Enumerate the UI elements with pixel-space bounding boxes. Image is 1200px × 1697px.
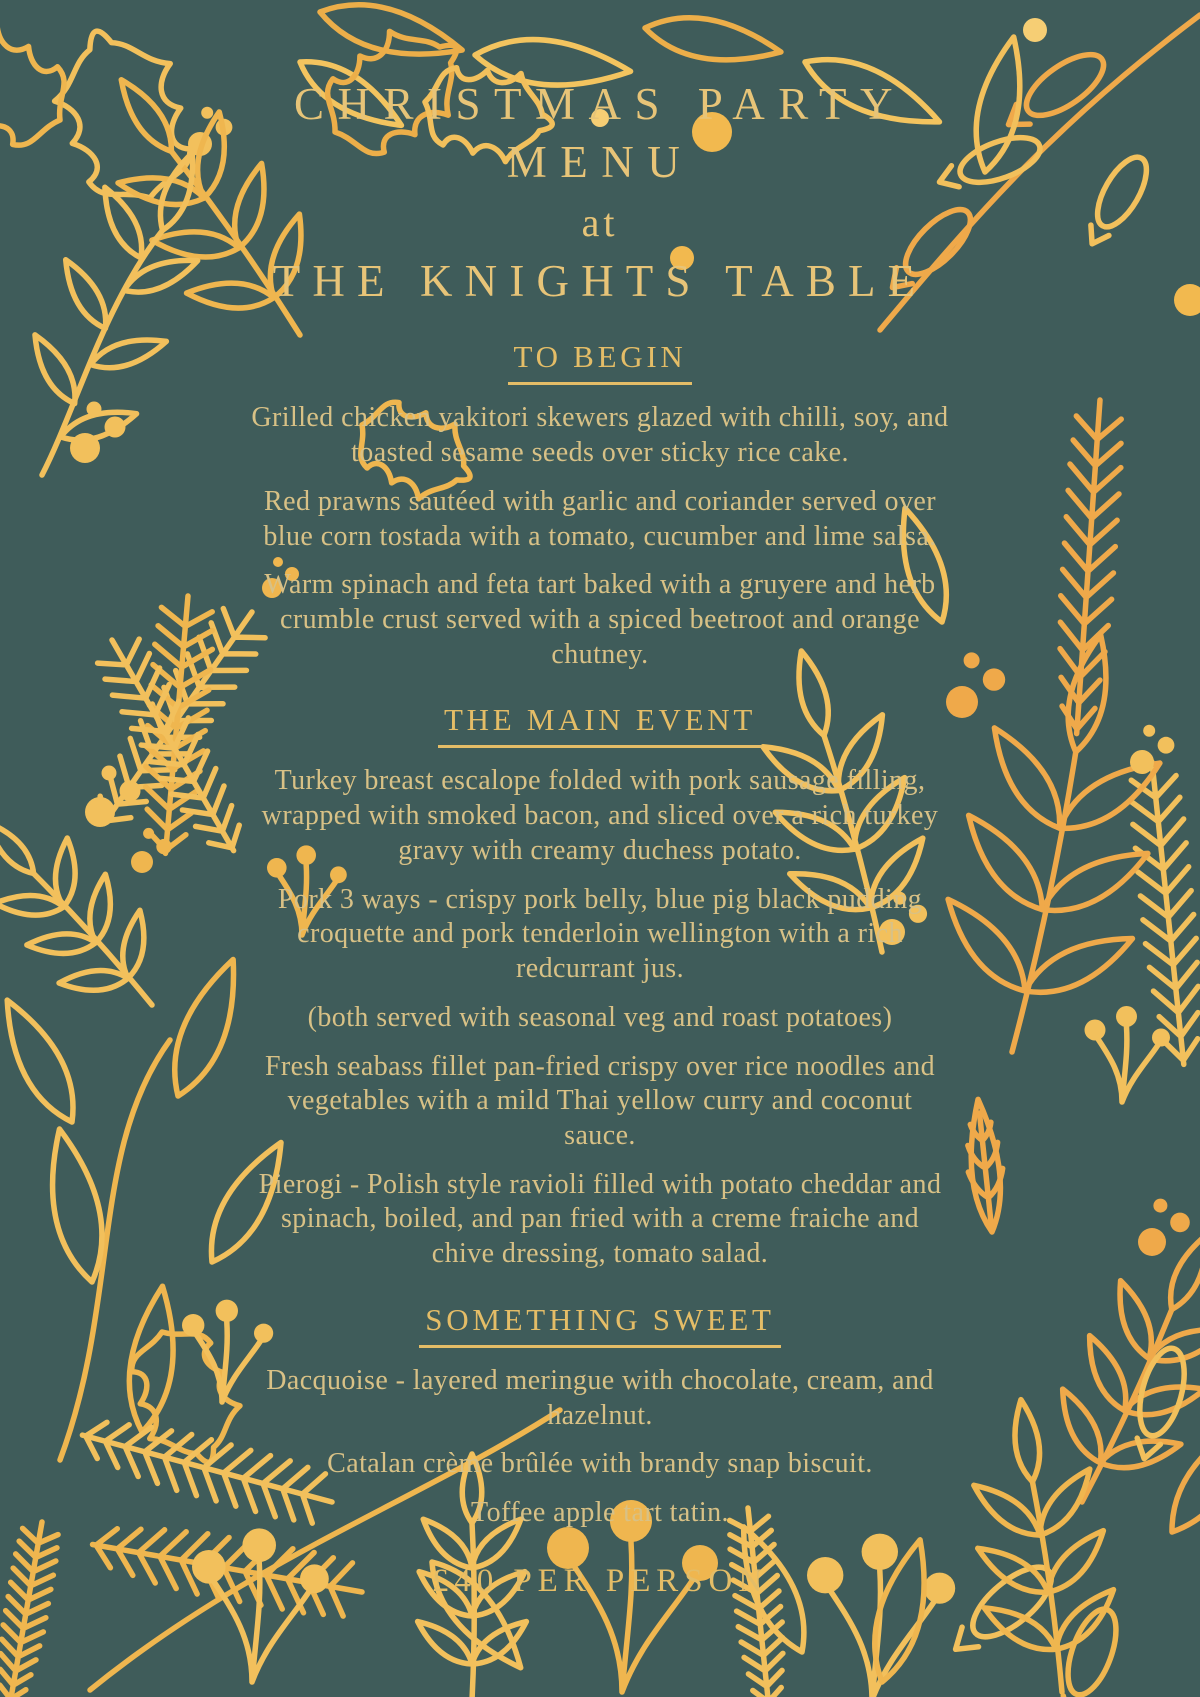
- menu-item-note: (both served with seasonal veg and roast potatoes): [307, 1001, 893, 1033]
- berry-sprig-icon: [1085, 1006, 1171, 1102]
- stem-icon: [60, 1040, 170, 1460]
- menu-item: Turkey breast escalope folded with pork sausage filling, wrapped with smoked bacon, and sliced over a rich turkey gravy with creamy duchess potato.: [261, 765, 939, 866]
- menu-content: [250, 0, 950, 1600]
- leaf-twig-icon: [949, 1390, 1134, 1697]
- berry-icon: [1023, 18, 1047, 42]
- leaf-twig-icon: [1016, 1204, 1200, 1533]
- menu-item: Grilled chicken yakitori skewers glazed with chilli, soy, and toasted sesame seeds over sticky rice cake.: [251, 402, 949, 469]
- menu-item: Dacquoise - layered meringue with chocolate, cream, and hazelnut.: [266, 1364, 934, 1431]
- menu-item: Pork 3 ways - crispy pork belly, blue pig black pudding croquette and pork tenderloin wellington with a rich redcurrant jus.: [277, 883, 923, 985]
- price-line: £40 PER PERSON: [431, 1562, 769, 1599]
- veined-leaf-icon: [961, 1098, 1009, 1234]
- menu-item: Fresh seabass fillet pan-fried crispy over rice noodles and vegetables with a mild Thai yellow curry and coconut sauce.: [264, 1050, 936, 1151]
- menu-item: Pierogi - Polish style ravioli filled with potato cheddar and spinach, boiled, and pan fried with a creme fraiche and chive dressing, tomato salad.: [258, 1168, 942, 1270]
- menu-item: Red prawns sautéed with garlic and coriander served over blue corn tostada with a tomato, cucumber and lime salsa.: [263, 485, 937, 552]
- section-heading-main-event: THE MAIN EVENT: [250, 702, 950, 748]
- section-heading-something-sweet: SOMETHING SWEET: [250, 1302, 950, 1348]
- berry-cluster-icon: [1138, 1199, 1190, 1256]
- menu-item: Warm spinach and feta tart baked with a gruyere and herb crumble crust served with a spiced beetroot and orange chutney.: [264, 569, 936, 670]
- menu-item: Catalan crème brûlée with brandy snap biscuit.: [327, 1448, 873, 1480]
- fish-leaf-icon: [1077, 150, 1156, 252]
- fern-icon: [0, 1518, 62, 1697]
- menu-title: [250, 76, 950, 191]
- berry-cluster-icon: [1130, 725, 1174, 774]
- menu-title-line2: MENU: [506, 136, 694, 187]
- section-heading-to-begin: TO BEGIN: [250, 339, 950, 385]
- menu-item: Toffee apple tart tatin.: [471, 1496, 729, 1528]
- venue-name: THE KNIGHTS TABLE: [272, 256, 928, 307]
- title-connector: at: [581, 200, 619, 246]
- pine-frond-icon: [1127, 759, 1200, 1067]
- leaf-icon: [0, 991, 89, 1131]
- pine-frond-icon: [1051, 398, 1125, 735]
- fern-icon: [137, 593, 217, 855]
- menu-title-line1: CHRISTMAS PARTY: [293, 79, 906, 129]
- leaf-icon: [159, 952, 253, 1104]
- berry-cluster-icon: [946, 652, 1005, 718]
- berry-icon: [1174, 284, 1200, 316]
